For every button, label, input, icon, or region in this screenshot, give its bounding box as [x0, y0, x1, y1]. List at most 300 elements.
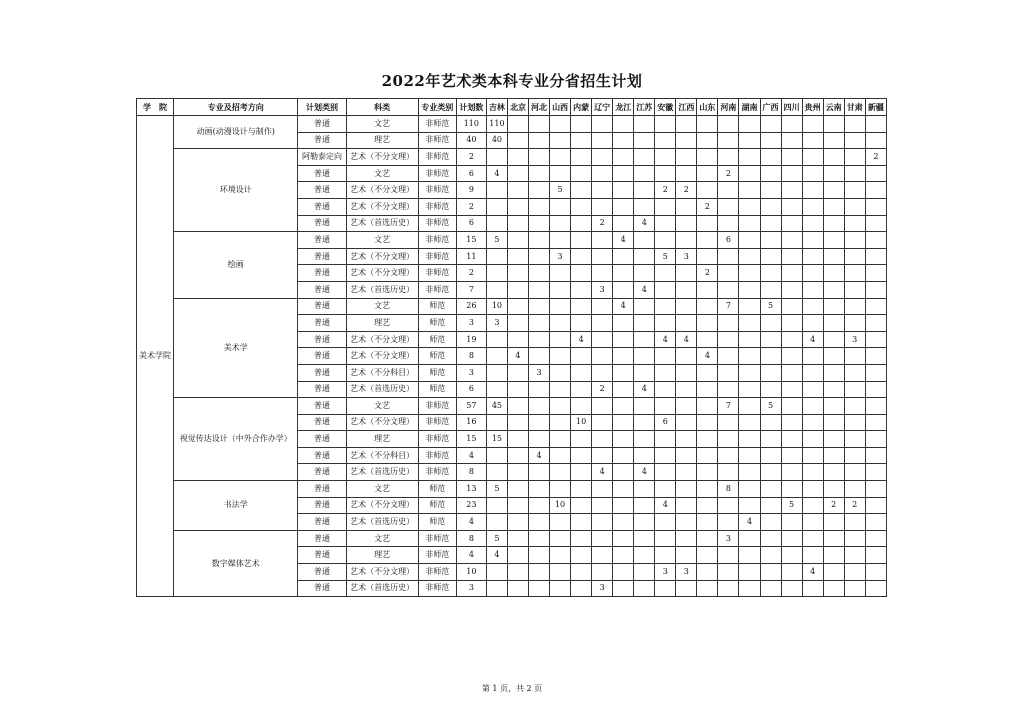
table-cell: 4 — [739, 514, 760, 531]
table-cell — [592, 265, 613, 282]
table-cell — [844, 248, 865, 265]
table-cell — [760, 281, 781, 298]
table-cell — [760, 182, 781, 199]
table-cell — [697, 547, 718, 564]
table-cell: 3 — [844, 331, 865, 348]
table-cell — [613, 165, 634, 182]
table-cell: 普通 — [298, 132, 346, 149]
table-cell — [760, 331, 781, 348]
table-cell — [529, 116, 550, 133]
table-cell — [676, 381, 697, 398]
table-cell — [760, 265, 781, 282]
table-cell: 非师范 — [418, 182, 456, 199]
table-row — [137, 530, 887, 547]
table-cell — [739, 149, 760, 166]
table-cell — [739, 298, 760, 315]
table-cell — [760, 464, 781, 481]
table-cell — [634, 580, 655, 597]
table-cell: 4 — [802, 331, 823, 348]
table-cell — [529, 481, 550, 498]
table-cell — [486, 198, 507, 215]
table-cell — [739, 381, 760, 398]
table-cell — [739, 116, 760, 133]
table-cell: 5 — [486, 530, 507, 547]
table-row — [137, 298, 887, 315]
table-cell — [739, 248, 760, 265]
table-cell — [718, 497, 739, 514]
table-cell — [550, 431, 571, 448]
table-cell: 艺术（首选历史） — [346, 514, 418, 531]
table-row — [137, 116, 887, 133]
table-cell — [739, 348, 760, 365]
table-cell — [550, 381, 571, 398]
table-cell: 3 — [592, 281, 613, 298]
table-cell — [823, 248, 844, 265]
table-cell — [655, 265, 676, 282]
table-cell — [655, 514, 676, 531]
table-cell — [613, 364, 634, 381]
table-cell — [634, 398, 655, 415]
table-cell — [550, 481, 571, 498]
table-cell — [592, 431, 613, 448]
table-cell — [823, 431, 844, 448]
table-cell: 普通 — [298, 215, 346, 232]
table-cell — [507, 265, 528, 282]
table-cell — [676, 414, 697, 431]
table-cell — [844, 215, 865, 232]
table-cell — [592, 364, 613, 381]
table-cell — [613, 265, 634, 282]
table-cell — [592, 116, 613, 133]
table-cell — [550, 132, 571, 149]
table-cell — [571, 580, 592, 597]
table-cell — [739, 398, 760, 415]
table-cell — [676, 149, 697, 166]
table-cell — [592, 414, 613, 431]
table-cell: 4 — [571, 331, 592, 348]
table-cell — [718, 381, 739, 398]
table-cell — [507, 414, 528, 431]
table-cell — [697, 381, 718, 398]
table-cell — [550, 215, 571, 232]
table-cell — [781, 481, 802, 498]
table-cell — [802, 431, 823, 448]
table-cell — [676, 580, 697, 597]
table-cell: 3 — [486, 315, 507, 332]
table-cell — [507, 315, 528, 332]
table-cell — [823, 381, 844, 398]
table-cell — [802, 132, 823, 149]
column-header: 计划数 — [456, 99, 486, 116]
table-cell — [655, 547, 676, 564]
table-cell — [802, 348, 823, 365]
table-cell: 普通 — [298, 447, 346, 464]
table-cell — [486, 265, 507, 282]
table-cell: 非师范 — [418, 215, 456, 232]
table-cell — [865, 381, 886, 398]
table-cell — [718, 132, 739, 149]
table-cell — [739, 547, 760, 564]
table-cell: 普通 — [298, 514, 346, 531]
table-cell — [550, 547, 571, 564]
table-cell: 57 — [456, 398, 486, 415]
table-cell — [739, 315, 760, 332]
table-cell: 40 — [456, 132, 486, 149]
table-cell — [760, 132, 781, 149]
table-cell — [697, 481, 718, 498]
table-cell — [592, 348, 613, 365]
table-cell — [592, 398, 613, 415]
column-header: 河北 — [529, 99, 550, 116]
page-footer: 第 1 页，共 2 页 — [481, 684, 543, 693]
table-cell — [571, 116, 592, 133]
table-cell — [529, 381, 550, 398]
table-cell — [655, 165, 676, 182]
table-cell — [802, 514, 823, 531]
table-cell — [529, 281, 550, 298]
table-cell — [507, 281, 528, 298]
table-cell — [739, 331, 760, 348]
table-cell — [613, 547, 634, 564]
table-cell — [613, 398, 634, 415]
table-cell — [718, 182, 739, 199]
table-cell — [550, 530, 571, 547]
column-header: 专业及招考方向 — [174, 99, 298, 116]
table-cell — [571, 564, 592, 581]
table-cell — [823, 265, 844, 282]
table-cell — [507, 182, 528, 199]
table-cell: 理艺 — [346, 132, 418, 149]
table-cell — [571, 364, 592, 381]
table-cell — [613, 414, 634, 431]
table-cell — [507, 464, 528, 481]
table-cell: 4 — [456, 514, 486, 531]
table-cell — [739, 165, 760, 182]
table-cell — [613, 431, 634, 448]
table-cell — [571, 431, 592, 448]
table-cell: 非师范 — [418, 398, 456, 415]
table-cell — [507, 165, 528, 182]
table-cell — [592, 447, 613, 464]
table-cell — [486, 580, 507, 597]
table-cell: 26 — [456, 298, 486, 315]
table-cell — [865, 580, 886, 597]
table-cell — [802, 364, 823, 381]
table-cell — [697, 232, 718, 249]
table-cell: 3 — [676, 564, 697, 581]
table-cell — [739, 481, 760, 498]
table-cell — [592, 331, 613, 348]
table-cell: 6 — [456, 165, 486, 182]
table-cell — [529, 132, 550, 149]
table-cell — [823, 298, 844, 315]
table-cell — [865, 232, 886, 249]
table-cell — [865, 447, 886, 464]
table-cell — [823, 447, 844, 464]
table-cell: 2 — [456, 198, 486, 215]
table-cell — [781, 348, 802, 365]
table-cell — [844, 132, 865, 149]
table-cell — [486, 497, 507, 514]
table-cell — [823, 331, 844, 348]
table-cell: 非师范 — [418, 281, 456, 298]
table-cell: 师范 — [418, 497, 456, 514]
table-cell — [676, 447, 697, 464]
column-header: 内蒙 — [571, 99, 592, 116]
table-cell — [550, 198, 571, 215]
table-cell: 4 — [634, 281, 655, 298]
table-cell: 艺术（不分文理） — [346, 182, 418, 199]
table-cell — [655, 431, 676, 448]
table-cell: 艺术（首选历史） — [346, 215, 418, 232]
table-cell — [529, 464, 550, 481]
table-cell — [634, 232, 655, 249]
table-cell: 非师范 — [418, 165, 456, 182]
table-cell — [676, 364, 697, 381]
table-cell — [739, 198, 760, 215]
table-cell — [613, 348, 634, 365]
table-cell: 2 — [823, 497, 844, 514]
table-cell: 9 — [456, 182, 486, 199]
table-cell — [676, 348, 697, 365]
table-cell: 13 — [456, 481, 486, 498]
table-cell — [613, 580, 634, 597]
table-cell — [718, 248, 739, 265]
table-cell: 非师范 — [418, 564, 456, 581]
table-cell — [529, 182, 550, 199]
table-cell: 师范 — [418, 315, 456, 332]
table-cell — [613, 215, 634, 232]
table-cell — [865, 464, 886, 481]
table-cell: 4 — [676, 331, 697, 348]
page-title: 2022年艺术类本科专业分省招生计划 — [381, 72, 643, 90]
table-cell — [507, 132, 528, 149]
table-cell: 非师范 — [418, 232, 456, 249]
table-cell — [781, 431, 802, 448]
table-cell — [655, 281, 676, 298]
table-cell — [823, 398, 844, 415]
table-cell — [655, 464, 676, 481]
table-cell — [613, 331, 634, 348]
table-cell — [634, 265, 655, 282]
table-cell — [529, 348, 550, 365]
table-cell — [823, 481, 844, 498]
table-cell — [823, 514, 844, 531]
table-cell — [676, 281, 697, 298]
table-cell — [634, 331, 655, 348]
table-cell: 艺术（不分科目） — [346, 447, 418, 464]
table-cell — [781, 281, 802, 298]
table-cell — [844, 232, 865, 249]
table-cell — [676, 215, 697, 232]
table-cell — [823, 198, 844, 215]
table-cell: 师范 — [418, 331, 456, 348]
table-cell — [529, 265, 550, 282]
table-cell: 3 — [550, 248, 571, 265]
table-cell — [507, 116, 528, 133]
table-cell: 普通 — [298, 281, 346, 298]
table-cell: 非师范 — [418, 530, 456, 547]
column-header: 甘肃 — [844, 99, 865, 116]
table-cell: 普通 — [298, 398, 346, 415]
table-cell: 4 — [613, 298, 634, 315]
table-cell: 师范 — [418, 514, 456, 531]
table-cell — [592, 132, 613, 149]
table-cell — [529, 315, 550, 332]
major-cell: 环境设计 — [174, 149, 298, 232]
table-cell — [802, 530, 823, 547]
table-cell — [781, 364, 802, 381]
table-cell: 2 — [844, 497, 865, 514]
table-cell — [697, 414, 718, 431]
table-cell — [781, 182, 802, 199]
table-cell: 理艺 — [346, 547, 418, 564]
table-cell — [718, 564, 739, 581]
table-cell — [844, 315, 865, 332]
table-cell — [550, 265, 571, 282]
column-header: 吉林 — [486, 99, 507, 116]
table-cell: 普通 — [298, 431, 346, 448]
table-cell — [697, 281, 718, 298]
table-cell — [676, 464, 697, 481]
table-cell — [507, 447, 528, 464]
major-cell: 视觉传达设计（中外合作办学） — [174, 398, 298, 481]
table-cell: 7 — [718, 398, 739, 415]
table-cell — [507, 514, 528, 531]
table-cell: 5 — [655, 248, 676, 265]
table-cell — [844, 381, 865, 398]
table-cell — [865, 198, 886, 215]
table-cell — [634, 315, 655, 332]
table-cell — [760, 381, 781, 398]
table-cell — [634, 248, 655, 265]
column-header: 贵州 — [802, 99, 823, 116]
table-cell — [507, 215, 528, 232]
table-cell — [739, 580, 760, 597]
table-cell — [760, 580, 781, 597]
table-cell: 非师范 — [418, 132, 456, 149]
table-cell — [802, 165, 823, 182]
table-cell — [697, 580, 718, 597]
table-cell — [739, 414, 760, 431]
college-cell: 美术学院 — [137, 116, 174, 597]
table-cell — [760, 165, 781, 182]
table-cell: 师范 — [418, 381, 456, 398]
table-cell — [718, 431, 739, 448]
table-cell — [865, 398, 886, 415]
table-cell: 8 — [456, 464, 486, 481]
table-cell: 文艺 — [346, 298, 418, 315]
table-cell: 8 — [718, 481, 739, 498]
table-cell: 艺术（不分科目） — [346, 364, 418, 381]
table-cell — [550, 580, 571, 597]
table-cell — [529, 149, 550, 166]
table-row — [137, 481, 887, 498]
table-cell — [697, 182, 718, 199]
table-cell — [802, 248, 823, 265]
table-cell: 19 — [456, 331, 486, 348]
table-cell — [781, 381, 802, 398]
table-cell — [697, 248, 718, 265]
table-cell — [655, 149, 676, 166]
table-cell — [655, 348, 676, 365]
table-cell — [802, 281, 823, 298]
table-cell — [844, 281, 865, 298]
table-cell — [676, 265, 697, 282]
table-cell: 5 — [760, 398, 781, 415]
table-cell: 师范 — [418, 348, 456, 365]
table-cell — [697, 165, 718, 182]
table-cell — [802, 265, 823, 282]
table-cell — [865, 116, 886, 133]
table-cell — [507, 248, 528, 265]
table-cell — [781, 547, 802, 564]
table-cell — [802, 298, 823, 315]
table-cell: 普通 — [298, 547, 346, 564]
table-cell — [697, 514, 718, 531]
table-cell: 普通 — [298, 315, 346, 332]
table-cell — [676, 315, 697, 332]
table-cell — [739, 447, 760, 464]
table-cell: 4 — [802, 564, 823, 581]
table-cell: 普通 — [298, 232, 346, 249]
table-cell — [823, 547, 844, 564]
table-cell — [613, 514, 634, 531]
table-cell — [802, 464, 823, 481]
table-cell — [634, 497, 655, 514]
table-cell — [486, 281, 507, 298]
table-cell — [718, 149, 739, 166]
table-cell — [507, 232, 528, 249]
column-header: 江苏 — [634, 99, 655, 116]
table-cell — [802, 116, 823, 133]
table-cell: 艺术（不分文理） — [346, 198, 418, 215]
table-cell — [739, 530, 760, 547]
table-cell — [550, 116, 571, 133]
table-header-row — [137, 99, 887, 116]
table-cell — [655, 232, 676, 249]
table-cell — [781, 564, 802, 581]
table-cell — [760, 215, 781, 232]
table-cell — [865, 481, 886, 498]
column-header: 专业类别 — [418, 99, 456, 116]
table-cell: 3 — [456, 315, 486, 332]
column-header: 广西 — [760, 99, 781, 116]
table-cell — [486, 564, 507, 581]
table-cell — [571, 232, 592, 249]
table-cell — [739, 182, 760, 199]
table-cell — [697, 364, 718, 381]
table-cell — [634, 132, 655, 149]
table-cell — [718, 116, 739, 133]
table-cell — [760, 414, 781, 431]
table-cell — [529, 232, 550, 249]
table-cell — [781, 530, 802, 547]
table-cell — [718, 580, 739, 597]
table-cell — [802, 447, 823, 464]
table-cell — [571, 514, 592, 531]
table-cell — [844, 198, 865, 215]
table-cell — [718, 464, 739, 481]
table-cell: 艺术（首选历史） — [346, 464, 418, 481]
table-cell — [571, 315, 592, 332]
table-cell — [697, 431, 718, 448]
table-cell: 2 — [697, 265, 718, 282]
table-cell — [550, 514, 571, 531]
table-cell: 2 — [655, 182, 676, 199]
table-cell — [655, 447, 676, 464]
table-row — [137, 149, 887, 166]
